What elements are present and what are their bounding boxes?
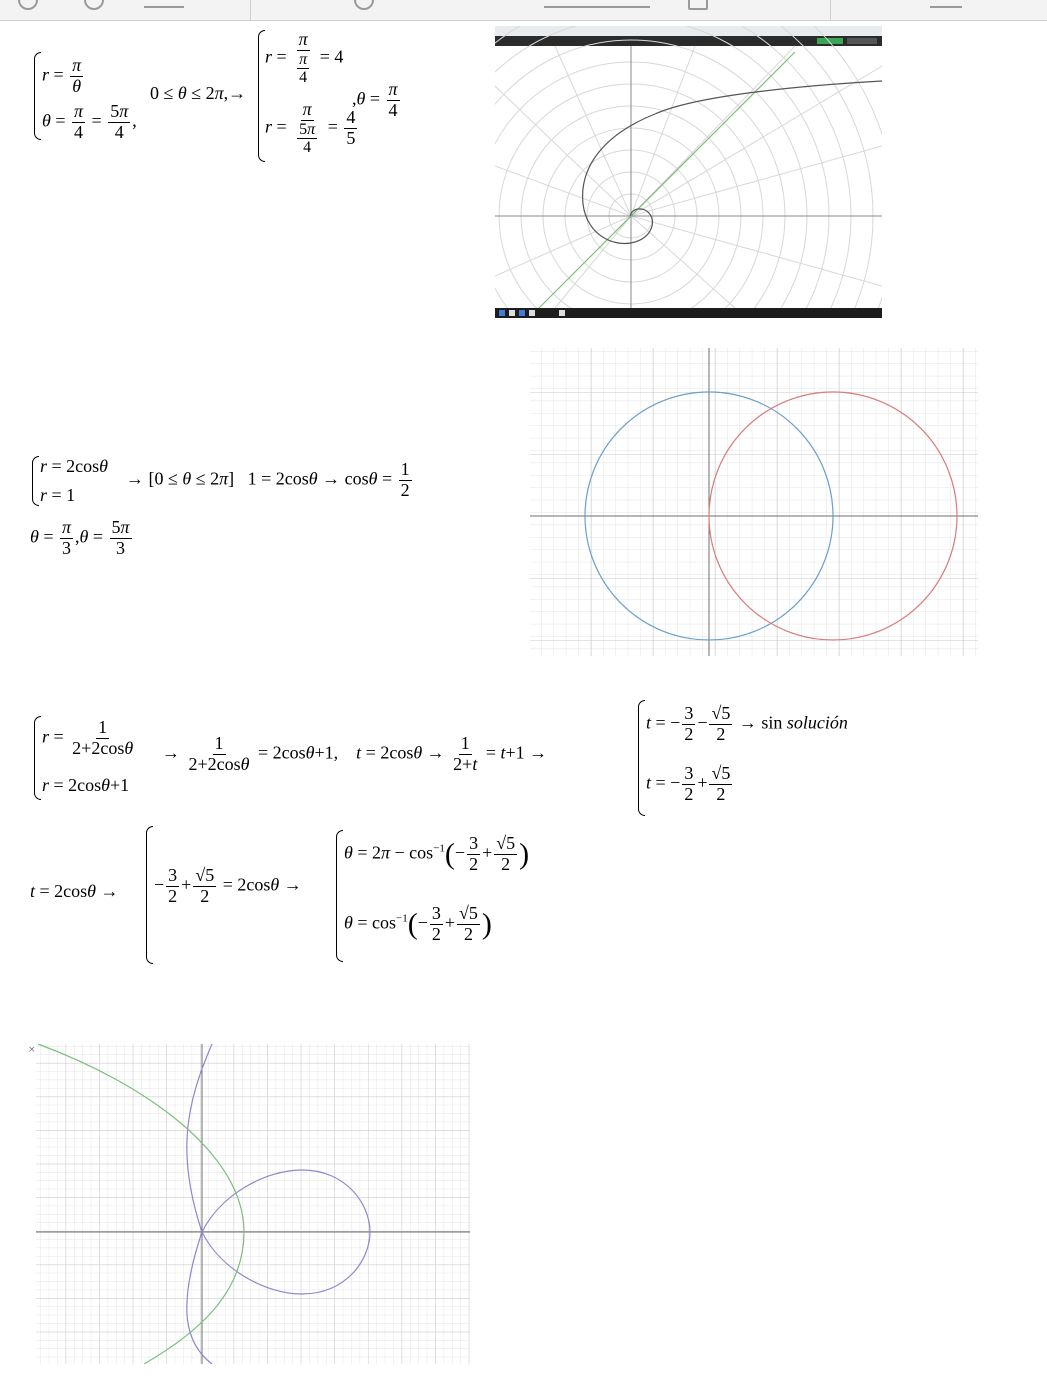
sin-solucion-sin: sin [761, 712, 783, 733]
equation-4-mid: − $\frac{3}{2}$ + $\frac{√5}{2}$ = 2cosθ → [154, 865, 302, 906]
equation-1e: ,θ = $\frac{\pi}{4}$ [352, 79, 398, 120]
equation-1d: r = $\frac{\pi}{\frac{5\pi}{4}}$ = $\frac{4}{5}$ [265, 99, 356, 157]
spiral-graph-screenshot [495, 26, 882, 318]
equation-2b: r = 1 [40, 485, 76, 505]
toolbar-divider [830, 0, 831, 20]
system-brace [34, 52, 41, 140]
system-brace [638, 700, 645, 816]
sin-solucion-word: solución [786, 712, 848, 733]
equation-2-result: θ = $\frac{\pi}{3}$ ,θ = $\frac{5\pi}{3}$ [30, 517, 130, 558]
refresh-icon[interactable] [354, 0, 374, 10]
toolbar-divider [250, 0, 251, 20]
equation-1b: θ = $\frac{\pi}{4}$ = $\frac{5\pi}{4}$ , [42, 101, 137, 142]
page-icon[interactable] [930, 6, 962, 8]
back-icon[interactable] [18, 0, 38, 10]
equation-1c: r = $\frac{\pi}{\frac{\pi}{4}}$ = 4 [265, 29, 344, 87]
circles-graph [530, 348, 978, 656]
equation-2-step: → [0 ≤ θ ≤ 2π] 1 = 2cosθ → cosθ = $\frac{1}{2}$ [126, 459, 410, 500]
system-brace [336, 830, 343, 962]
equation-3-solution-b: t = − $\frac{3}{2}$ + $\frac{√5}{2}$ [646, 763, 731, 804]
page-number-field[interactable] [144, 6, 184, 8]
equation-2a: r = 2cosθ [40, 456, 109, 476]
limacon-graph [26, 1044, 470, 1364]
system-brace [34, 716, 41, 800]
taskbar [495, 308, 882, 318]
equation-4-lhs: t = 2cosθ → [30, 881, 119, 901]
equation-3a: r = $\frac{1}{2+2\cos\theta}$ [42, 717, 134, 758]
equation-4-result-a: $\theta = 2\pi - \cos^{-1}(-$ $\frac{3}{2}$ + $\frac{√5}{2}$ ) [344, 833, 530, 874]
equation-3-step: → $\frac{1}{2+2\cos\theta}$ = 2cosθ+1, t = 2cosθ → $\frac{1}{2+t}$ = t+1 → [162, 733, 548, 774]
equation-4-result-b: $\theta = \cos^{-1}(-$ $\frac{3}{2}$ + $\frac{√5}{2}$ ) [344, 903, 492, 944]
system-brace [146, 826, 153, 964]
equation-1a: r = $\frac{\pi}{\theta}$ [42, 55, 82, 96]
zoom-field[interactable] [544, 6, 650, 8]
forward-icon[interactable] [84, 0, 104, 10]
equation-1-range: 0 ≤ θ ≤ 2π,→ [150, 83, 247, 103]
system-brace [258, 30, 265, 162]
viewer-toolbar [0, 0, 1047, 21]
system-brace [32, 456, 39, 506]
dark-button[interactable] [847, 38, 877, 44]
fit-width-icon[interactable] [688, 0, 708, 10]
equation-3b: r = 2cosθ+1 [42, 775, 130, 795]
close-icon[interactable]: × [28, 1045, 36, 1055]
equation-3-solution-a: t = − $\frac{3}{2}$ − $\frac{√5}{2}$ → sin solución [646, 703, 848, 744]
